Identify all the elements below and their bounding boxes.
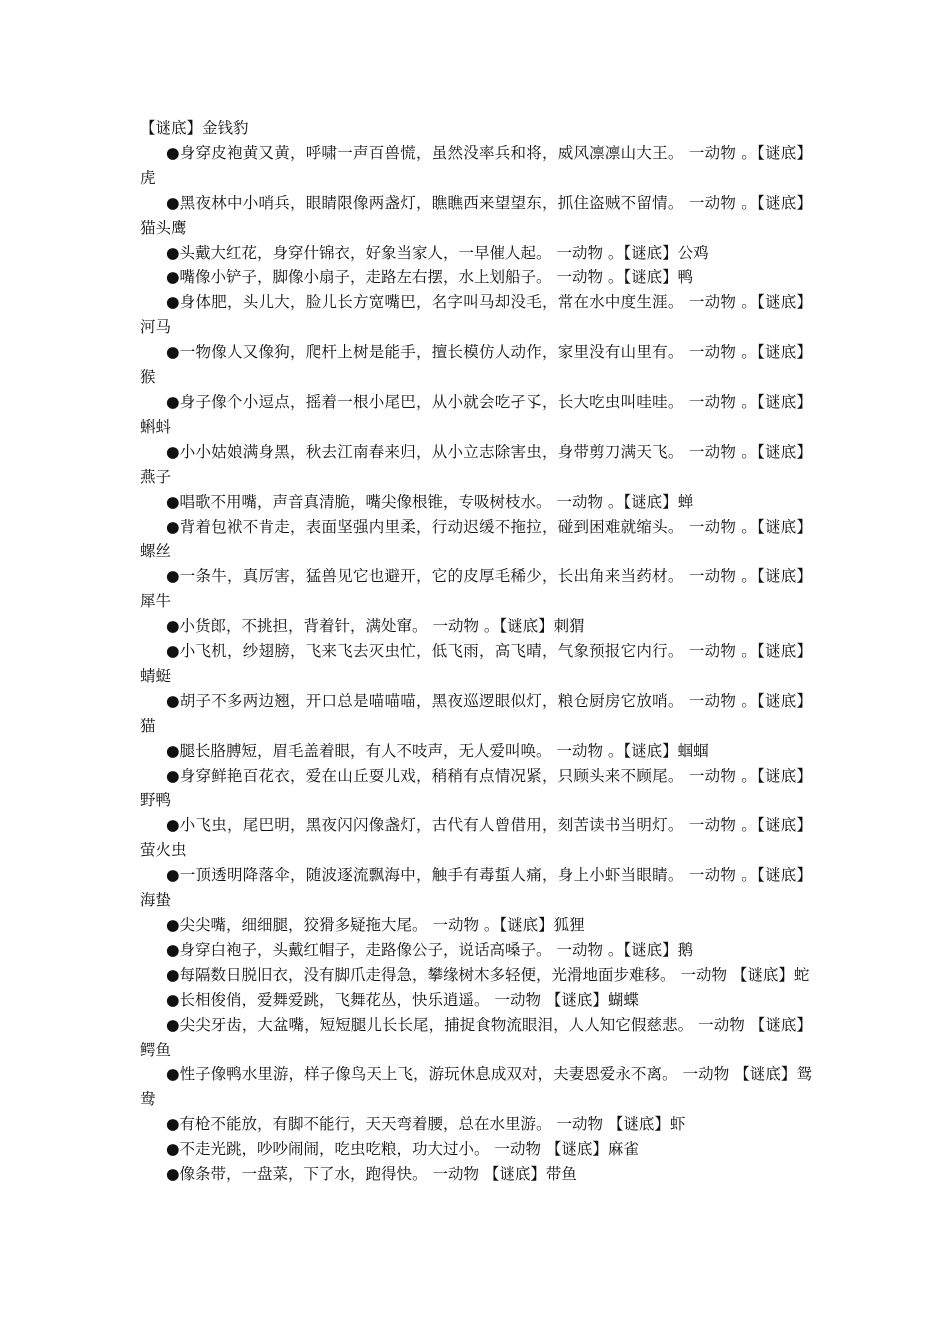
riddle-entry: ●身子像个小逗点，摇着一根小尾巴，从小就会吃孑孓，长大吃虫叫哇哇。 一动物 。【谜底】蝌蚪 (140, 392, 812, 436)
riddle-entry: ●身体肥，头儿大，脸儿长方宽嘴巴，名字叫马却没毛，常在水中度生涯。 一动物 。【谜底】河马 (140, 293, 812, 337)
riddle-entry: ●一顶透明降落伞，随波逐流飘海中，触手有毒蜇人痛，身上小虾当眼睛。 一动物 。【谜底】海蛰 (140, 866, 812, 910)
riddle-entry: ●尖尖嘴，细细腿，狡猾多疑拖大尾。 一动物 。【谜底】狐狸 (166, 916, 585, 934)
riddle-entry: ●小小姑娘满身黑，秋去江南春来归，从小立志除害虫，身带剪刀满天飞。 一动物 。【谜底】燕子 (140, 442, 812, 486)
riddle-text-body (140, 116, 812, 1187)
riddle-entry: ●腿长胳膊短，眉毛盖着眼，有人不吱声，无人爱叫唤。 一动物 。【谜底】蝈蝈 (166, 741, 709, 760)
riddle-entry: ●黑夜林中小哨兵，眼睛限像两盏灯，瞧瞧西来望望东，抓住盗贼不留情。 一动物 。【谜底】猫头鹰 (140, 193, 812, 237)
riddle-entry: ●小飞机，纱翅膀，飞来飞去灭虫忙，低飞雨，高飞晴，气象预报它内行。 一动物 。【谜底】蜻蜓 (140, 642, 812, 685)
riddle-entry: ●每隔数日脱旧衣，没有脚爪走得急，攀缘树木多轻便，光滑地面步难移。 一动物 【谜底】蛇 (166, 965, 810, 984)
riddle-entry: ●长相俊俏，爱舞爱跳，飞舞花丛，快乐逍遥。 一动物 【谜底】蝴蝶 (166, 990, 639, 1009)
riddle-entry: ●头戴大红花，身穿什锦衣，好象当家人，一早催人起。 一动物 。【谜底】公鸡 (166, 243, 709, 262)
riddle-entry: ●背着包袱不肯走，表面坚强内里柔，行动迟缓不拖拉，碰到困难就缩头。 一动物 。【谜底】螺丝 (140, 517, 812, 561)
riddle-entry: ●嘴像小铲子，脚像小扇子，走路左右摆，水上划船子。 一动物 。【谜底】鸭 (166, 268, 694, 287)
riddle-entry: ●胡子不多两边翘，开口总是喵喵喵，黑夜巡逻眼似灯，粮仓厨房它放哨。 一动物 。【谜底】猫 (140, 691, 812, 735)
riddle-entry: ●身穿皮袍黄又黄，呼啸一声百兽慌，虽然没率兵和将，威风凛凛山大王。 一动物 。【谜底】虎 (140, 143, 812, 187)
riddle-entry: ●身穿白袍子，头戴红帽子，走路像公子，说话高嗓子。 一动物 。【谜底】鹅 (166, 940, 694, 959)
riddle-entry: ●尖尖牙齿，大盆嘴，短短腿儿长长尾，捕捉食物流眼泪，人人知它假慈悲。 一动物 【谜底】鳄鱼 (140, 1015, 812, 1059)
riddle-entry: ●像条带，一盘菜，下了水，跑得快。 一动物 【谜底】带鱼 (166, 1165, 577, 1184)
riddle-entry: ●不走光跳，吵吵闹闹，吃虫吃粮，功大过小。 一动物 【谜底】麻雀 (166, 1140, 639, 1159)
riddle-entry: ●一条牛，真厉害，猛兽见它也避开，它的皮厚毛稀少，长出角来当药材。 一动物 。【谜底】犀牛 (140, 567, 812, 611)
riddle-entry: ●小飞虫，尾巴明，黑夜闪闪像盏灯，古代有人曾借用，刻苦读书当明灯。 一动物 。【谜底】萤火虫 (140, 816, 812, 860)
riddle-answer-line: 【谜底】金钱豹 (140, 119, 249, 137)
riddle-entry: ●唱歌不用嘴，声音真清脆，嘴尖像根锥，专吸树枝水。 一动物 。【谜底】蝉 (166, 492, 694, 511)
riddle-entry: ●小货郎，不挑担，背着针，满处窜。 一动物 。【谜底】刺猬 (166, 617, 585, 636)
riddle-entry: ●有枪不能放，有脚不能行，天天弯着腰，总在水里游。 一动物 【谜底】虾 (166, 1115, 686, 1134)
riddle-entry: ●性子像鸭水里游，样子像鸟天上飞，游玩休息成双对，夫妻恩爱永不离。 一动物 【谜底】鸳鸯 (140, 1065, 812, 1109)
riddle-entry: ●身穿鲜艳百花衣，爱在山丘耍儿戏，稍稍有点情况紧，只顾头来不顾尾。 一动物 。【谜底】野鸭 (140, 766, 812, 810)
riddle-entry: ●一物像人又像狗，爬杆上树是能手，擅长模仿人动作，家里没有山里有。 一动物 。【谜底】猴 (140, 343, 812, 387)
